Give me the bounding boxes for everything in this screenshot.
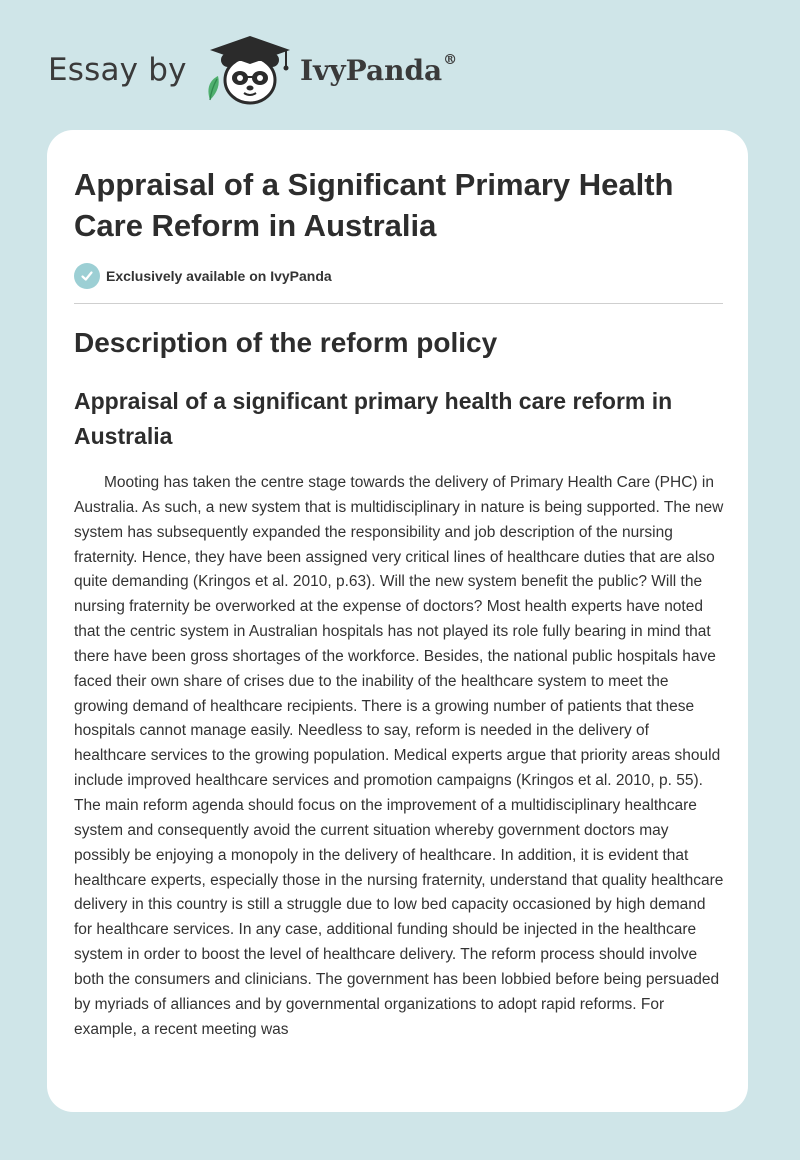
brand-name (300, 54, 457, 87)
checkmark-icon (80, 269, 94, 283)
brand-name-text: IvyPanda (300, 54, 443, 87)
registered-mark: ® (443, 52, 458, 68)
exclusive-badge-text: Exclusively available on IvyPanda (106, 268, 332, 284)
article-card (47, 130, 748, 1112)
article-paragraph: Mooting has taken the centre stage towards the delivery of Primary Health Care (PHC) in Australia. As such, a new system that is multidisciplinary in nature is being supported. The new system has subsequently expanded the responsibility and job description of the nursing fraternity. Hence, they have been assigned very critical lines of healthcare duties that are also quite demanding (Kringos et al. 2010, p.63). Will the new system benefit the public? Will the nursing fraternity be overworked at the expense of doctors? Most health experts have noted that the centric system in Australian hospitals has not played its role fully bearing in mind that there have been gross shortages of the workforce. Besides, the national public hospitals have faced their own share of crises due to the inability of the healthcare system to meet the growing demand of healthcare recipients. There is a growing number of patients that these hospitals cannot manage easily. Needless to say, reform is needed in the delivery of healthcare services to the growing population. Medical experts argue that priority areas should include improved healthcare services and promotion campaigns (Kringos et al. 2010, p. 55). The main reform agenda should focus on the improvement of a multidisciplinary healthcare system and consequently avoid the current situation whereby government doctors may possibly be enjoying a monopoly in the delivery of healthcare. In addition, it is evident that healthcare experts, especially those in the nursing fraternity, understand that quality healthcare delivery in this country is still a struggle due to low bed capacity occasioned by high demand for healthcare services. In any case, additional funding should be injected in the healthcare system in order to boost the level of healthcare delivery. The reform process should involve both the consumers and clinicians. The government has been lobbied before being persuaded by myriads of alliances and by governmental organizations to adopt rapid reforms. For example, a recent meeting was (74, 474, 724, 1038)
section-heading: Description of the reform policy (74, 327, 498, 358)
essay-by-label: Essay by (48, 52, 187, 88)
article-title: Appraisal of a Significant Primary Health Care Reform in Australia (74, 167, 674, 243)
title-divider (74, 303, 723, 304)
subsection-heading: Appraisal of a significant primary health care reform in Australia (74, 388, 673, 449)
exclusive-badge (74, 263, 332, 289)
panda-graduation-cap-logo-icon (200, 30, 300, 110)
check-circle-icon (74, 263, 100, 289)
site-header (48, 30, 468, 110)
